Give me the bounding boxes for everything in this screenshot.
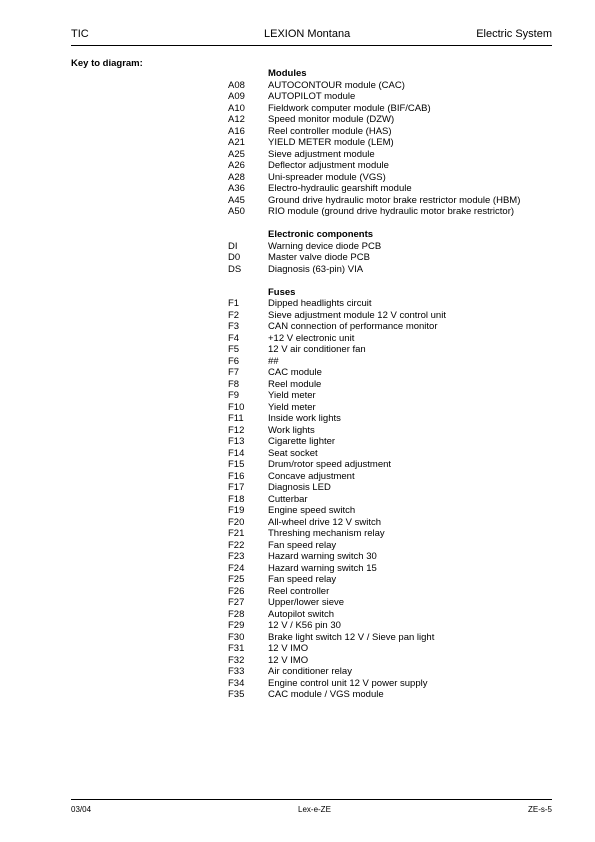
component-description: Threshing mechanism relay (268, 528, 385, 539)
footer-divider (71, 799, 552, 800)
component-description: Work lights (268, 424, 315, 436)
component-code: F24 (228, 562, 245, 574)
component-description: Air conditioner relay (268, 666, 352, 677)
key-section (228, 68, 558, 218)
header-section-title: Electric System (476, 28, 552, 40)
component-description: Diagnosis LED (268, 482, 331, 493)
key-row (228, 505, 558, 517)
component-code: DI (228, 240, 238, 252)
component-code: F9 (228, 390, 240, 401)
component-description: 12 V / K56 pin 30 (268, 620, 341, 631)
key-row (228, 126, 558, 138)
component-code: F31 (228, 643, 245, 654)
key-row (228, 356, 558, 368)
key-row (228, 333, 558, 345)
key-row (228, 390, 558, 402)
key-row (228, 482, 558, 494)
key-title: Key to diagram: (71, 58, 143, 69)
key-row (228, 597, 558, 609)
section-heading: Electronic components (268, 229, 374, 240)
key-row (228, 425, 558, 437)
key-section (228, 229, 558, 275)
component-description: Deflector adjustment module (268, 160, 389, 171)
header-model-title: LEXION Montana (264, 28, 351, 40)
key-row (228, 241, 558, 253)
component-description: CAC module (268, 367, 322, 378)
key-row (228, 459, 558, 471)
component-code: A28 (228, 171, 245, 183)
component-code: F32 (228, 654, 245, 666)
component-code: F29 (228, 620, 245, 631)
component-description: YIELD METER module (LEM) (268, 137, 394, 148)
component-code: F1 (228, 298, 240, 309)
component-description: 12 V IMO (268, 654, 309, 666)
footer-page-number: ZE-s-5 (528, 805, 552, 814)
component-code: A25 (228, 148, 245, 160)
key-row (228, 298, 558, 310)
key-row (228, 402, 558, 414)
component-description: Engine control unit 12 V power supply (268, 677, 428, 689)
component-code: F13 (228, 436, 245, 447)
key-row (228, 172, 558, 184)
component-code: F27 (228, 597, 245, 608)
component-code: F12 (228, 424, 245, 436)
component-code: A36 (228, 183, 245, 194)
component-description: Reel controller module (HAS) (268, 125, 392, 137)
key-row (228, 252, 558, 264)
component-code: A10 (228, 102, 245, 114)
component-code: F19 (228, 505, 245, 516)
key-row (228, 563, 558, 575)
key-row (228, 310, 558, 322)
footer-date: 03/04 (71, 805, 92, 814)
component-code: A16 (228, 125, 245, 137)
component-description: Diagnosis (63-pin) VIA (268, 263, 364, 275)
component-code: F8 (228, 378, 240, 390)
key-row (228, 195, 558, 207)
component-code: A08 (228, 79, 245, 91)
component-description: All-wheel drive 12 V switch (268, 516, 381, 528)
key-row (228, 137, 558, 149)
page-header (71, 28, 552, 46)
component-description: Fieldwork computer module (BIF/CAB) (268, 102, 431, 114)
component-description: Fan speed relay (268, 539, 337, 551)
component-description: Master valve diode PCB (268, 252, 370, 263)
key-row (228, 183, 558, 195)
key-row (228, 666, 558, 678)
key-row (228, 91, 558, 103)
page-footer (71, 805, 552, 817)
component-code: F30 (228, 631, 245, 643)
component-description: Engine speed switch (268, 505, 356, 516)
component-description: CAN connection of performance monitor (268, 321, 438, 332)
component-code: F15 (228, 459, 245, 470)
component-description: Uni-spreader module (VGS) (268, 171, 386, 183)
component-code: A12 (228, 114, 245, 125)
key-row (228, 643, 558, 655)
key-row (228, 436, 558, 448)
key-row (228, 586, 558, 598)
key-row (228, 367, 558, 379)
component-code: F18 (228, 493, 245, 505)
component-code: F21 (228, 528, 245, 539)
key-row (228, 528, 558, 540)
component-description: Autopilot switch (268, 608, 335, 620)
component-code: F16 (228, 470, 245, 482)
component-code: F5 (228, 344, 240, 355)
component-code: F35 (228, 689, 245, 700)
component-description: Yield meter (268, 390, 316, 401)
key-row (228, 149, 558, 161)
key-row (228, 689, 558, 701)
section-heading: Fuses (268, 286, 296, 298)
key-row (228, 494, 558, 506)
key-row (228, 379, 558, 391)
component-description: RIO module (ground drive hydraulic motor brake restrictor) (268, 206, 515, 217)
component-code: F14 (228, 447, 245, 459)
component-code: F22 (228, 539, 245, 551)
component-description: 12 V air conditioner fan (268, 344, 366, 355)
key-row (228, 517, 558, 529)
component-code: DS (228, 263, 242, 275)
component-description: Hazard warning switch 15 (268, 562, 377, 574)
component-code: F6 (228, 355, 240, 367)
component-code: A45 (228, 194, 245, 206)
key-row (228, 160, 558, 172)
key-row (228, 344, 558, 356)
component-code: F17 (228, 482, 245, 493)
component-code: F20 (228, 516, 245, 528)
component-code: A21 (228, 137, 245, 148)
component-code: F33 (228, 666, 245, 677)
key-row (228, 551, 558, 563)
component-description: Drum/rotor speed adjustment (268, 459, 392, 470)
key-section (228, 287, 558, 701)
component-description: Sieve adjustment module (268, 148, 375, 160)
key-list (228, 68, 558, 712)
component-description: Yield meter (268, 401, 316, 413)
component-code: F11 (228, 413, 244, 424)
component-description: ## (268, 355, 279, 367)
component-code: D0 (228, 252, 241, 263)
component-description: Brake light switch 12 V / Sieve pan light (268, 631, 435, 643)
component-description: Reel module (268, 378, 322, 390)
component-description: Inside work lights (268, 413, 341, 424)
key-row (228, 206, 558, 218)
key-row (228, 448, 558, 460)
component-code: F26 (228, 585, 245, 597)
key-row (228, 114, 558, 126)
header-divider (71, 45, 552, 46)
key-row (228, 80, 558, 92)
component-description: Fan speed relay (268, 574, 337, 585)
component-code: F23 (228, 551, 245, 562)
component-code: F10 (228, 401, 245, 413)
component-code: F28 (228, 608, 245, 620)
component-description: Cutterbar (268, 493, 308, 505)
key-row (228, 540, 558, 552)
component-description: AUTOPILOT module (268, 91, 356, 102)
component-description: Electro-hydraulic gearshift module (268, 183, 412, 194)
component-code: A09 (228, 91, 245, 102)
component-description: Cigarette lighter (268, 436, 336, 447)
component-code: F7 (228, 367, 240, 378)
component-description: Reel controller (268, 585, 330, 597)
component-description: Sieve adjustment module 12 V control unit (268, 309, 446, 321)
key-row (228, 471, 558, 483)
component-description: Ground drive hydraulic motor brake restrictor module (HBM) (268, 194, 521, 206)
component-code: A26 (228, 160, 245, 171)
key-row (228, 413, 558, 425)
key-row (228, 321, 558, 333)
component-description: Hazard warning switch 30 (268, 551, 377, 562)
component-description: Upper/lower sieve (268, 597, 345, 608)
component-description: AUTOCONTOUR module (CAC) (268, 79, 405, 91)
component-description: Warning device diode PCB (268, 240, 382, 252)
section-heading: Modules (268, 68, 307, 79)
key-row (228, 655, 558, 667)
component-description: Dipped headlights circuit (268, 298, 372, 309)
key-row (228, 103, 558, 115)
key-row (228, 678, 558, 690)
key-row (228, 574, 558, 586)
component-code: A50 (228, 206, 245, 217)
component-code: F2 (228, 309, 240, 321)
key-row (228, 632, 558, 644)
component-description: CAC module / VGS module (268, 689, 384, 700)
component-code: F4 (228, 332, 240, 344)
component-code: F3 (228, 321, 240, 332)
component-description: Speed monitor module (DZW) (268, 114, 395, 125)
header-doc-code: TIC (71, 28, 89, 40)
key-row (228, 609, 558, 621)
component-code: F34 (228, 677, 245, 689)
component-description: Concave adjustment (268, 470, 355, 482)
key-row (228, 620, 558, 632)
footer-doc-id: Lex-e-ZE (298, 805, 331, 814)
key-row (228, 264, 558, 276)
component-code: F25 (228, 574, 245, 585)
component-description: 12 V IMO (268, 643, 309, 654)
component-description: +12 V electronic unit (268, 332, 355, 344)
component-description: Seat socket (268, 447, 318, 459)
